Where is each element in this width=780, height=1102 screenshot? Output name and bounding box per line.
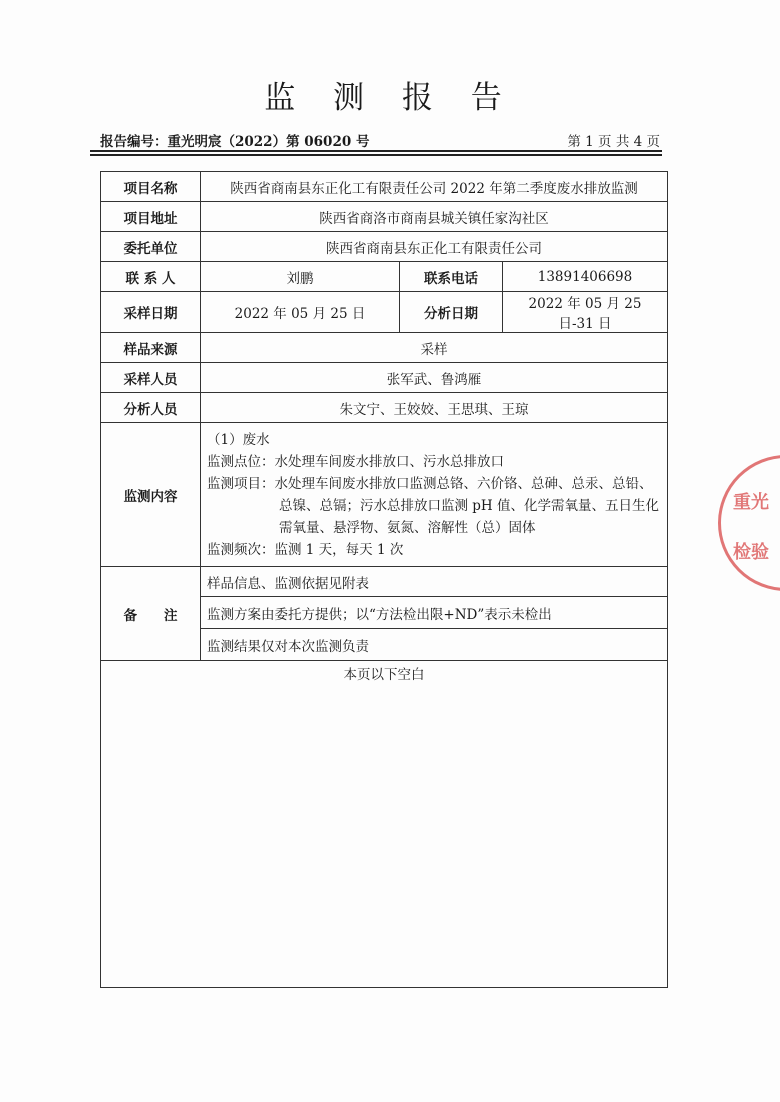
header-rule-top bbox=[90, 150, 662, 152]
label-analysts: 分析人员 bbox=[101, 393, 201, 423]
monitoring-line: 监测频次：监测 1 天，每天 1 次 bbox=[207, 541, 404, 558]
label-client: 委托单位 bbox=[101, 232, 201, 262]
row-remarks-1 bbox=[101, 567, 668, 597]
page-info: 第 1 页 共 4 页 bbox=[567, 134, 660, 150]
label-sample-source: 样品来源 bbox=[101, 333, 201, 363]
label-sampling-date: 采样日期 bbox=[101, 292, 201, 333]
row-project-name bbox=[101, 172, 668, 202]
value-analysts: 朱文宁、王姣姣、王思琪、王琼 bbox=[201, 393, 668, 423]
monitoring-line: 总镍、总镉；污水总排放口监测 pH 值、化学需氧量、五日生化 bbox=[279, 497, 659, 514]
label-remarks: 备 注 bbox=[101, 567, 201, 661]
row-monitoring bbox=[101, 423, 668, 567]
seal-stamp-glyphs: 重光 检验 bbox=[733, 492, 769, 563]
monitoring-line: 需氧量、悬浮物、氨氮、溶解性（总）固体 bbox=[279, 519, 536, 536]
label-project-name: 项目名称 bbox=[101, 172, 201, 202]
row-blank bbox=[101, 661, 668, 988]
label-monitoring: 监测内容 bbox=[101, 423, 201, 567]
row-dates bbox=[101, 292, 668, 333]
remark-line: 监测结果仅对本次监测负责 bbox=[201, 629, 668, 661]
label-phone: 联系电话 bbox=[400, 262, 503, 292]
value-analysis-date: 2022 年 05 月 25 日-31 日 bbox=[503, 292, 668, 333]
label-analysis-date: 分析日期 bbox=[400, 292, 503, 333]
row-samplers bbox=[101, 363, 668, 393]
value-client: 陕西省商南县东正化工有限责任公司 bbox=[201, 232, 668, 262]
report-number: 报告编号：重光明宸（2022）第 06020 号 bbox=[100, 134, 370, 150]
value-sampling-date: 2022 年 05 月 25 日 bbox=[201, 292, 400, 333]
value-phone: 13891406698 bbox=[503, 262, 668, 292]
row-contact bbox=[101, 262, 668, 292]
monitoring-line: 监测项目：水处理车间废水排放口监测总铬、六价铬、总砷、总汞、总铅、 bbox=[207, 475, 653, 492]
value-samplers: 张军武、鲁鸿雁 bbox=[201, 363, 668, 393]
seal-stamp bbox=[718, 455, 780, 591]
row-sample-source bbox=[101, 333, 668, 363]
remark-line: 样品信息、监测依据见附表 bbox=[201, 567, 668, 597]
label-samplers: 采样人员 bbox=[101, 363, 201, 393]
monitoring-line: （1）废水 bbox=[207, 431, 270, 448]
blank-note: 本页以下空白 bbox=[101, 661, 668, 988]
remark-line: 监测方案由委托方提供；以“方法检出限+ND”表示未检出 bbox=[201, 597, 668, 629]
label-project-address: 项目地址 bbox=[101, 202, 201, 232]
monitoring-line: 监测点位：水处理车间废水排放口、污水总排放口 bbox=[207, 453, 504, 470]
value-monitoring bbox=[201, 423, 668, 567]
value-project-name: 陕西省商南县东正化工有限责任公司 2022 年第二季度废水排放监测 bbox=[201, 172, 668, 202]
report-table bbox=[100, 171, 668, 988]
header-rule-bottom bbox=[90, 154, 662, 156]
row-analysts bbox=[101, 393, 668, 423]
value-sample-source: 采样 bbox=[201, 333, 668, 363]
value-project-address: 陕西省商洛市商南县城关镇任家沟社区 bbox=[201, 202, 668, 232]
label-contact: 联 系 人 bbox=[101, 262, 201, 292]
value-contact: 刘鹏 bbox=[201, 262, 400, 292]
row-client bbox=[101, 232, 668, 262]
row-project-address bbox=[101, 202, 668, 232]
report-title: 监 测 报 告 bbox=[264, 80, 516, 116]
report-meta bbox=[100, 130, 660, 150]
